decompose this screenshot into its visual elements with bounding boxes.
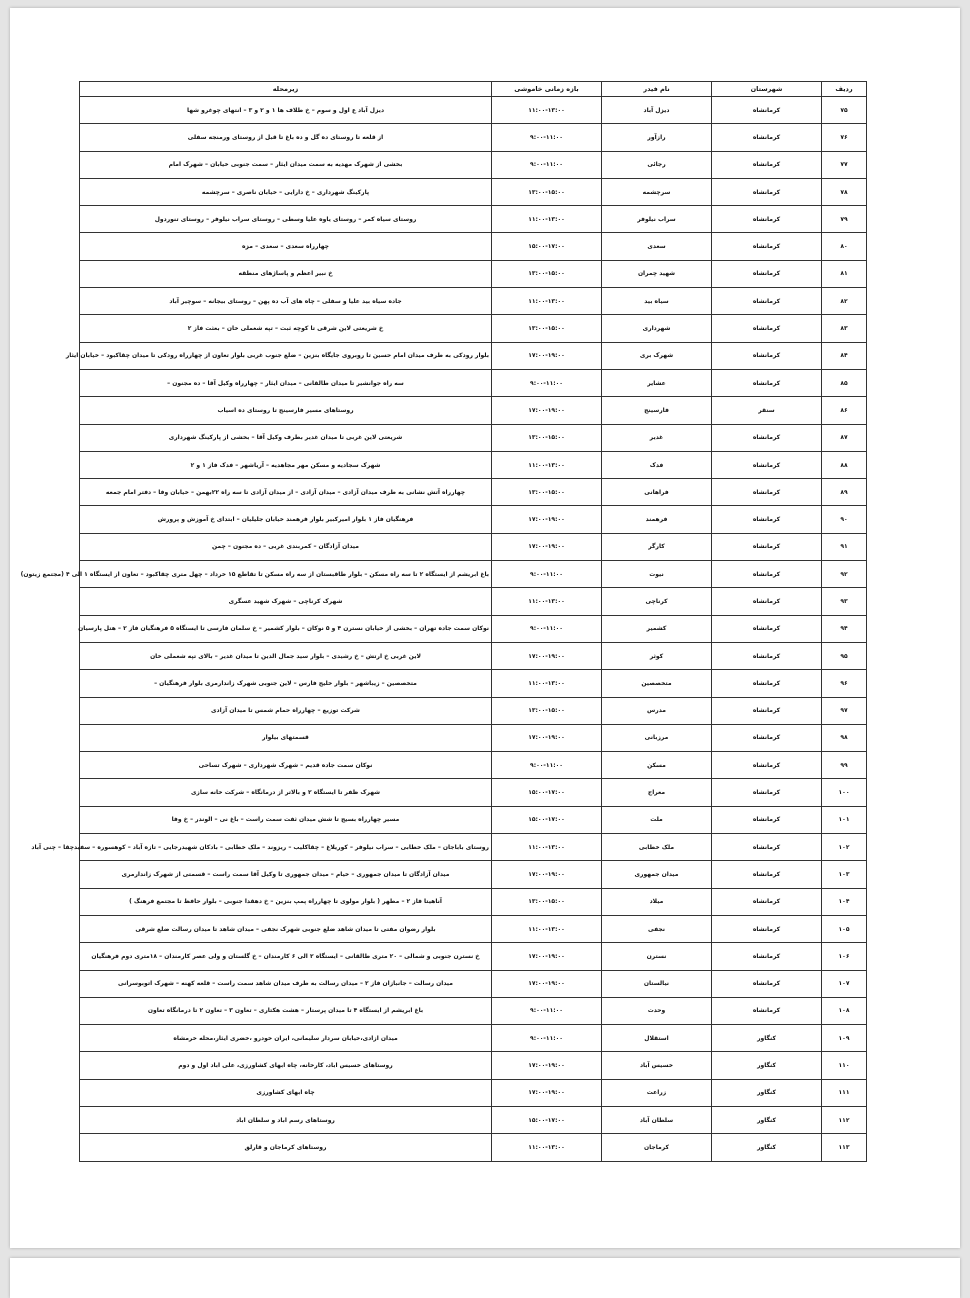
table-row [80, 151, 867, 178]
cell-feeder: رازآور [602, 124, 712, 151]
cell-row-number: ۸۲ [822, 288, 867, 315]
cell-area: متخصصین – زیباشهر – بلوار خلیج فارس – لاین جنوبی شهرک زاندارمری بلوار فرهنگیان – [80, 670, 492, 697]
cell-feeder: کارگر [602, 533, 712, 560]
cell-area: شهرک سجادیه و مسکن مهر مجاهدیه – آریاشهر – فدک فاز ۱ و ۲ [80, 451, 492, 478]
cell-feeder: نیالستان [602, 970, 712, 997]
cell-time: ۱۱:۰۰-۱۳:۰۰ [492, 288, 602, 315]
cell-county: کرمانشاه [712, 561, 822, 588]
cell-row-number: ۹۶ [822, 670, 867, 697]
cell-time: ۱۳:۰۰-۱۵:۰۰ [492, 888, 602, 915]
table-row [80, 369, 867, 396]
cell-county: کرمانشاه [712, 479, 822, 506]
cell-time: ۱۵:۰۰-۱۷:۰۰ [492, 233, 602, 260]
cell-feeder: استقلال [602, 1025, 712, 1052]
cell-feeder: کشمیر [602, 615, 712, 642]
cell-county: کرمانشاه [712, 178, 822, 205]
table-row [80, 424, 867, 451]
cell-feeder: شهرک بری [602, 342, 712, 369]
cell-county: کرمانشاه [712, 615, 822, 642]
table-row [80, 670, 867, 697]
cell-row-number: ۷۵ [822, 97, 867, 124]
cell-area: روستاهای کرماجان و قارلق [80, 1134, 492, 1161]
cell-county: کرمانشاه [712, 506, 822, 533]
cell-time: ۹:۰۰-۱۱:۰۰ [492, 561, 602, 588]
cell-county: کرمانشاه [712, 424, 822, 451]
header-row-number: ردیف [822, 82, 867, 97]
cell-area: جاده سیاه بید علیا و سفلی – چاه های آب ده پهن – روستای بیجانه – سوچیر آباد [80, 288, 492, 315]
cell-time: ۱۱:۰۰-۱۳:۰۰ [492, 588, 602, 615]
cell-row-number: ۸۸ [822, 451, 867, 478]
cell-time: ۱۷:۰۰-۱۹:۰۰ [492, 970, 602, 997]
cell-row-number: ۹۹ [822, 752, 867, 779]
cell-county: کرمانشاه [712, 915, 822, 942]
cell-time: ۱۳:۰۰-۱۵:۰۰ [492, 315, 602, 342]
cell-time: ۹:۰۰-۱۱:۰۰ [492, 752, 602, 779]
cell-feeder: میلاد [602, 888, 712, 915]
cell-area: چهارراه سعدی – سعدی – مزه [80, 233, 492, 260]
cell-feeder: فرهمند [602, 506, 712, 533]
cell-row-number: ۱۱۳ [822, 1134, 867, 1161]
cell-time: ۱۷:۰۰-۱۹:۰۰ [492, 642, 602, 669]
cell-county: کرمانشاه [712, 724, 822, 751]
cell-area: میدان آزادگان – کمربندی غربی – ده مجنون – چمن [80, 533, 492, 560]
cell-row-number: ۱۰۶ [822, 943, 867, 970]
cell-county: کرمانشاه [712, 451, 822, 478]
table-row [80, 1079, 867, 1106]
cell-feeder: وحدت [602, 997, 712, 1024]
cell-feeder: مدرس [602, 697, 712, 724]
cell-county: کرمانشاه [712, 997, 822, 1024]
cell-row-number: ۸۴ [822, 342, 867, 369]
cell-area: باغ ابریشم از ایستگاه ۲ تا سه راه مسکن – بلوار طاقبستان از سه راه مسکن تا تقاطع ۱۵ خرداد – چهل متری چقاکبود – تعاون از ایستگاه ۱ الی ۴ (مجتمع زیتون) [80, 561, 492, 588]
cell-feeder: نجفی [602, 915, 712, 942]
cell-feeder: غدیر [602, 424, 712, 451]
cell-feeder: شهید چمران [602, 260, 712, 287]
cell-area: از قلعه تا روستای ده گل و ده باغ تا قبل از روستای ورمنجه سفلی [80, 124, 492, 151]
cell-row-number: ۹۲ [822, 561, 867, 588]
cell-area: بلوار رودکی به طرف میدان امام حسین تا روبروی جایگاه بنزین – ضلع جنوب غربی بلوار تعاون از چهارراه رودکی تا میدان چقاکبود – خیابان ایثار [80, 342, 492, 369]
cell-county: کرمانشاه [712, 151, 822, 178]
cell-feeder: خسیس آباد [602, 1052, 712, 1079]
cell-feeder: فراهانی [602, 479, 712, 506]
cell-time: ۱۱:۰۰-۱۳:۰۰ [492, 670, 602, 697]
cell-feeder: ملت [602, 806, 712, 833]
cell-area: خ نبیر اعظم و پاساژهای منطقه [80, 260, 492, 287]
table-row [80, 615, 867, 642]
cell-feeder: نسترن [602, 943, 712, 970]
cell-time: ۹:۰۰-۱۱:۰۰ [492, 124, 602, 151]
cell-time: ۹:۰۰-۱۱:۰۰ [492, 615, 602, 642]
cell-feeder: سرچشمه [602, 178, 712, 205]
cell-feeder: فارسینج [602, 397, 712, 424]
cell-area: خ شریعتی لاین شرقی تا کوچه ثبت – تپه شغملی خان – بعثت فاز ۲ [80, 315, 492, 342]
cell-area: بخشی از شهرک مهدیه به سمت میدان ایثار – سمت جنوبی خیابان – شهرک امام [80, 151, 492, 178]
cell-area: روستای باباجان – ملک خطابی – سراب نیلوفر – کوریلاغ – چقاکلیب – ریزوند – ملک خطابی – بادکان شهیدرجایی – تازه آباد – کوهسوره – سفیدچقا – چنی آباد [80, 834, 492, 861]
cell-row-number: ۱۰۰ [822, 779, 867, 806]
cell-county: کرمانشاه [712, 861, 822, 888]
cell-time: ۱۷:۰۰-۱۹:۰۰ [492, 1079, 602, 1106]
cell-feeder: سلطان آباد [602, 1106, 712, 1133]
cell-time: ۱۱:۰۰-۱۳:۰۰ [492, 451, 602, 478]
cell-time: ۱۳:۰۰-۱۵:۰۰ [492, 479, 602, 506]
cell-county: کرمانشاه [712, 369, 822, 396]
cell-county: کرمانشاه [712, 888, 822, 915]
cell-county: کرمانشاه [712, 315, 822, 342]
cell-area: دیزل آباد ع اول و سوم – خ طلاف ها ۱ و ۲ و ۳ – انتهای چوغرو شها [80, 97, 492, 124]
table-header-row [80, 82, 867, 97]
cell-area: بلوار رضوان مفتی تا میدان شاهد ضلع جنوبی شهرک نجفی – میدان شاهد تا میدان رسالت ضلع شرقی [80, 915, 492, 942]
cell-time: ۹:۰۰-۱۱:۰۰ [492, 1025, 602, 1052]
cell-row-number: ۱۱۱ [822, 1079, 867, 1106]
cell-county: کرمانشاه [712, 834, 822, 861]
cell-feeder: عشایر [602, 369, 712, 396]
cell-feeder: سراب نیلوفر [602, 206, 712, 233]
cell-time: ۱۱:۰۰-۱۳:۰۰ [492, 97, 602, 124]
table-row [80, 206, 867, 233]
table-row [80, 315, 867, 342]
cell-time: ۹:۰۰-۱۱:۰۰ [492, 997, 602, 1024]
cell-row-number: ۱۱۰ [822, 1052, 867, 1079]
cell-feeder: متخصصین [602, 670, 712, 697]
cell-area: میدان رسالت – جانبازان فاز ۲ – میدان رسالت به طرف میدان شاهد سمت راست – قلعه کهنه – شهرک اتوبوسرانی [80, 970, 492, 997]
cell-area: نوکان سمت جاده تهران – بخشی از خیابان نسترن ۴ و ۵ نوکان – بلوار کشمیر – خ سلمان فارسی تا ایستگاه ۵ فرهنگیان فاز ۲ – هتل پارسیان [80, 615, 492, 642]
cell-county: کنگاور [712, 1025, 822, 1052]
cell-area: باغ ابریشم از ایستگاه ۴ تا میدان پرستار – هشت هکتاری – تعاون ۳ – تعاون ۲ تا درمانگاه تعاون [80, 997, 492, 1024]
table-row [80, 342, 867, 369]
cell-time: ۱۵:۰۰-۱۷:۰۰ [492, 806, 602, 833]
cell-county: کرمانشاه [712, 588, 822, 615]
cell-county: سنقر [712, 397, 822, 424]
outage-schedule-table [20, 81, 867, 1162]
cell-row-number: ۹۷ [822, 697, 867, 724]
cell-county: کنگاور [712, 1106, 822, 1133]
cell-area: آناهیتا فاز ۲ – مطهر ( بلوار مولوی تا چهارراه پمپ بنزین – خ دهقدا جنوبی – بلوار حافظ تا مجتمع فرهنگ ) [80, 888, 492, 915]
cell-county: کرمانشاه [712, 533, 822, 560]
table-row [80, 1025, 867, 1052]
table-row [80, 1052, 867, 1079]
cell-area: قسمتهای بیلوار [80, 724, 492, 751]
table-row [80, 779, 867, 806]
table-row [80, 834, 867, 861]
table-body [20, 97, 867, 1162]
cell-time: ۱۱:۰۰-۱۳:۰۰ [492, 206, 602, 233]
cell-row-number: ۱۰۲ [822, 834, 867, 861]
cell-county: کنگاور [712, 1079, 822, 1106]
table-row [80, 997, 867, 1024]
cell-feeder: فدک [602, 451, 712, 478]
cell-feeder: سیاه بید [602, 288, 712, 315]
cell-feeder: کوثر [602, 642, 712, 669]
cell-county: کرمانشاه [712, 97, 822, 124]
table-row [80, 561, 867, 588]
cell-county: کرمانشاه [712, 670, 822, 697]
cell-county: کرمانشاه [712, 970, 822, 997]
cell-area: شهرک کرناچی – شهرک شهید عسگری [80, 588, 492, 615]
table-row [80, 861, 867, 888]
cell-county: کنگاور [712, 1134, 822, 1161]
cell-time: ۱۷:۰۰-۱۹:۰۰ [492, 533, 602, 560]
cell-row-number: ۱۰۷ [822, 970, 867, 997]
cell-time: ۱۷:۰۰-۱۹:۰۰ [492, 724, 602, 751]
cell-time: ۹:۰۰-۱۱:۰۰ [492, 151, 602, 178]
table-row [80, 506, 867, 533]
cell-time: ۱۱:۰۰-۱۳:۰۰ [492, 1134, 602, 1161]
cell-row-number: ۹۵ [822, 642, 867, 669]
table-row [80, 642, 867, 669]
cell-row-number: ۹۸ [822, 724, 867, 751]
cell-county: کرمانشاه [712, 943, 822, 970]
cell-row-number: ۱۱۲ [822, 1106, 867, 1133]
cell-time: ۱۵:۰۰-۱۷:۰۰ [492, 779, 602, 806]
cell-row-number: ۸۹ [822, 479, 867, 506]
cell-time: ۱۷:۰۰-۱۹:۰۰ [492, 506, 602, 533]
table-row [80, 752, 867, 779]
cell-feeder: کرناچی [602, 588, 712, 615]
cell-row-number: ۸۳ [822, 315, 867, 342]
cell-row-number: ۷۹ [822, 206, 867, 233]
cell-row-number: ۱۰۵ [822, 915, 867, 942]
cell-row-number: ۷۸ [822, 178, 867, 205]
cell-row-number: ۹۳ [822, 588, 867, 615]
header-feeder: نام فیدر [602, 82, 712, 97]
cell-row-number: ۸۱ [822, 260, 867, 287]
cell-time: ۱۵:۰۰-۱۷:۰۰ [492, 1106, 602, 1133]
cell-feeder: مسکن [602, 752, 712, 779]
cell-time: ۱۳:۰۰-۱۵:۰۰ [492, 260, 602, 287]
table-row [80, 533, 867, 560]
cell-time: ۱۷:۰۰-۱۹:۰۰ [492, 342, 602, 369]
cell-area: پارکینگ شهرداری – خ دارایی – خیابان ناصری – سرچشمه [80, 178, 492, 205]
cell-feeder: میدان جمهوری [602, 861, 712, 888]
cell-county: کرمانشاه [712, 752, 822, 779]
cell-row-number: ۹۰ [822, 506, 867, 533]
cell-county: کرمانشاه [712, 806, 822, 833]
cell-area: سه راه جوانشیر تا میدان طالقانی – میدان ایثار – چهارراه وکیل آقا – ده مجنون – [80, 369, 492, 396]
table-row [80, 178, 867, 205]
cell-row-number: ۸۰ [822, 233, 867, 260]
cell-row-number: ۱۰۳ [822, 861, 867, 888]
cell-row-number: ۸۷ [822, 424, 867, 451]
cell-area: روستاهای رسم اباد و سلطان اباد [80, 1106, 492, 1133]
table-row [80, 915, 867, 942]
cell-area: فرهنگیان فاز ۱ بلوار امیرکبیر بلوار فرهمند خیابان جلیلیان – ابتدای خ آموزش و پرورش [80, 506, 492, 533]
cell-row-number: ۷۶ [822, 124, 867, 151]
cell-area: نوکان سمت جاده قدیم – شهرک شهرداری – شهرک تساحی [80, 752, 492, 779]
cell-county: کرمانشاه [712, 206, 822, 233]
cell-time: ۱۱:۰۰-۱۳:۰۰ [492, 915, 602, 942]
table-row [80, 233, 867, 260]
cell-time: ۱۱:۰۰-۱۳:۰۰ [492, 834, 602, 861]
cell-feeder: نیوت [602, 561, 712, 588]
table-row [80, 588, 867, 615]
cell-county: کرمانشاه [712, 288, 822, 315]
cell-time: ۱۳:۰۰-۱۵:۰۰ [492, 697, 602, 724]
cell-area: چاه ابهای کشاورزی [80, 1079, 492, 1106]
cell-feeder: ملک خطابی [602, 834, 712, 861]
cell-feeder: شهرداری [602, 315, 712, 342]
cell-area: چهارراه آتش نشانی به طرف میدان آزادی – میدان آزادی – از میدان آزادی تا سه راه ۲۲بهمن – خیابان وفا – دفتر امام جمعه [80, 479, 492, 506]
cell-county: کرمانشاه [712, 697, 822, 724]
cell-row-number: ۹۴ [822, 615, 867, 642]
table-row [80, 943, 867, 970]
cell-feeder: سعدی [602, 233, 712, 260]
cell-row-number: ۱۰۸ [822, 997, 867, 1024]
table-row [80, 1134, 867, 1161]
cell-county: کرمانشاه [712, 642, 822, 669]
cell-area: میدان ازادی،خیابان سردار سلیمانی، ایران خودرو ،خضری ایثار،محله خرمشاه [80, 1025, 492, 1052]
next-document-page [10, 1258, 960, 1298]
cell-row-number: ۱۰۴ [822, 888, 867, 915]
table-row [80, 479, 867, 506]
cell-feeder: مرزبانی [602, 724, 712, 751]
header-time: بازه زمانی خاموشی [492, 82, 602, 97]
table-row [80, 806, 867, 833]
cell-row-number: ۱۰۱ [822, 806, 867, 833]
cell-feeder: زراعت [602, 1079, 712, 1106]
cell-row-number: ۹۱ [822, 533, 867, 560]
cell-county: کرمانشاه [712, 260, 822, 287]
cell-area: روستاهای مسیر فارسینج تا روستای ده اسیاب [80, 397, 492, 424]
cell-time: ۱۷:۰۰-۱۹:۰۰ [492, 861, 602, 888]
cell-area: خ نسترن جنوبی و شمالی – ۲۰ متری طالقانی – ایستگاه ۲ الی ۶ کارمندان – خ گلستان و ولی عصر کارمندان – ۱۸متری دوم فرهنگیان [80, 943, 492, 970]
table-row [80, 97, 867, 124]
table-row [80, 451, 867, 478]
table-row [80, 1106, 867, 1133]
cell-area: میدان آزادگان تا میدان جمهوری – خیام – میدان جمهوری تا وکیل آقا سمت راست – قسمتی از شهرک زاندارمری [80, 861, 492, 888]
cell-county: کرمانشاه [712, 124, 822, 151]
table-row [80, 397, 867, 424]
cell-feeder: معراج [602, 779, 712, 806]
table-row [80, 970, 867, 997]
cell-row-number: ۷۷ [822, 151, 867, 178]
cell-row-number: ۸۵ [822, 369, 867, 396]
cell-time: ۱۷:۰۰-۱۹:۰۰ [492, 943, 602, 970]
table-row [80, 888, 867, 915]
cell-feeder: کرماجان [602, 1134, 712, 1161]
cell-time: ۱۳:۰۰-۱۵:۰۰ [492, 178, 602, 205]
cell-time: ۱۷:۰۰-۱۹:۰۰ [492, 1052, 602, 1079]
table-row [80, 288, 867, 315]
header-county: شهرستان [712, 82, 822, 97]
cell-area: مسیر چهارراه بسیج تا شش میدان ثفت سمت راست – باغ نی – الوندر – خ وفا [80, 806, 492, 833]
cell-county: کرمانشاه [712, 779, 822, 806]
table-row [80, 697, 867, 724]
cell-area: روستاهای خسیس اباد، کارخانه، چاه ابهای کشاورزی، علی اباد اول و دوم [80, 1052, 492, 1079]
cell-feeder: رجائی [602, 151, 712, 178]
cell-time: ۹:۰۰-۱۱:۰۰ [492, 369, 602, 396]
table-row [80, 724, 867, 751]
cell-time: ۱۳:۰۰-۱۵:۰۰ [492, 424, 602, 451]
cell-county: کرمانشاه [712, 342, 822, 369]
cell-area: شهرک ظفر تا ایستگاه ۲ و بالاتر از درمانگاه – شرکت خانه سازی [80, 779, 492, 806]
cell-feeder: دیزل آباد [602, 97, 712, 124]
cell-time: ۱۷:۰۰-۱۹:۰۰ [492, 397, 602, 424]
header-area: زیرمحله [80, 82, 492, 97]
cell-row-number: ۸۶ [822, 397, 867, 424]
table-row [80, 124, 867, 151]
cell-area: لاین غربی خ ارتش – خ رشیدی – بلوار سید جمال الدین تا میدان غدیر – بالای تپه شغملی خان [80, 642, 492, 669]
table-row [80, 260, 867, 287]
cell-county: کنگاور [712, 1052, 822, 1079]
cell-area: شریعتی لاین غربی تا میدان غدیر بطرف وکیل آقا – بخشی از پارکینگ شهرداری [80, 424, 492, 451]
cell-county: کرمانشاه [712, 233, 822, 260]
cell-row-number: ۱۰۹ [822, 1025, 867, 1052]
cell-area: روستای سیاه کمر – روستای یاوه علیا وسطی – روستای سراب نیلوفر – روستای تنوردول [80, 206, 492, 233]
cell-area: شرکت توزیع – چهارراه حمام شمس تا میدان آزادی [80, 697, 492, 724]
